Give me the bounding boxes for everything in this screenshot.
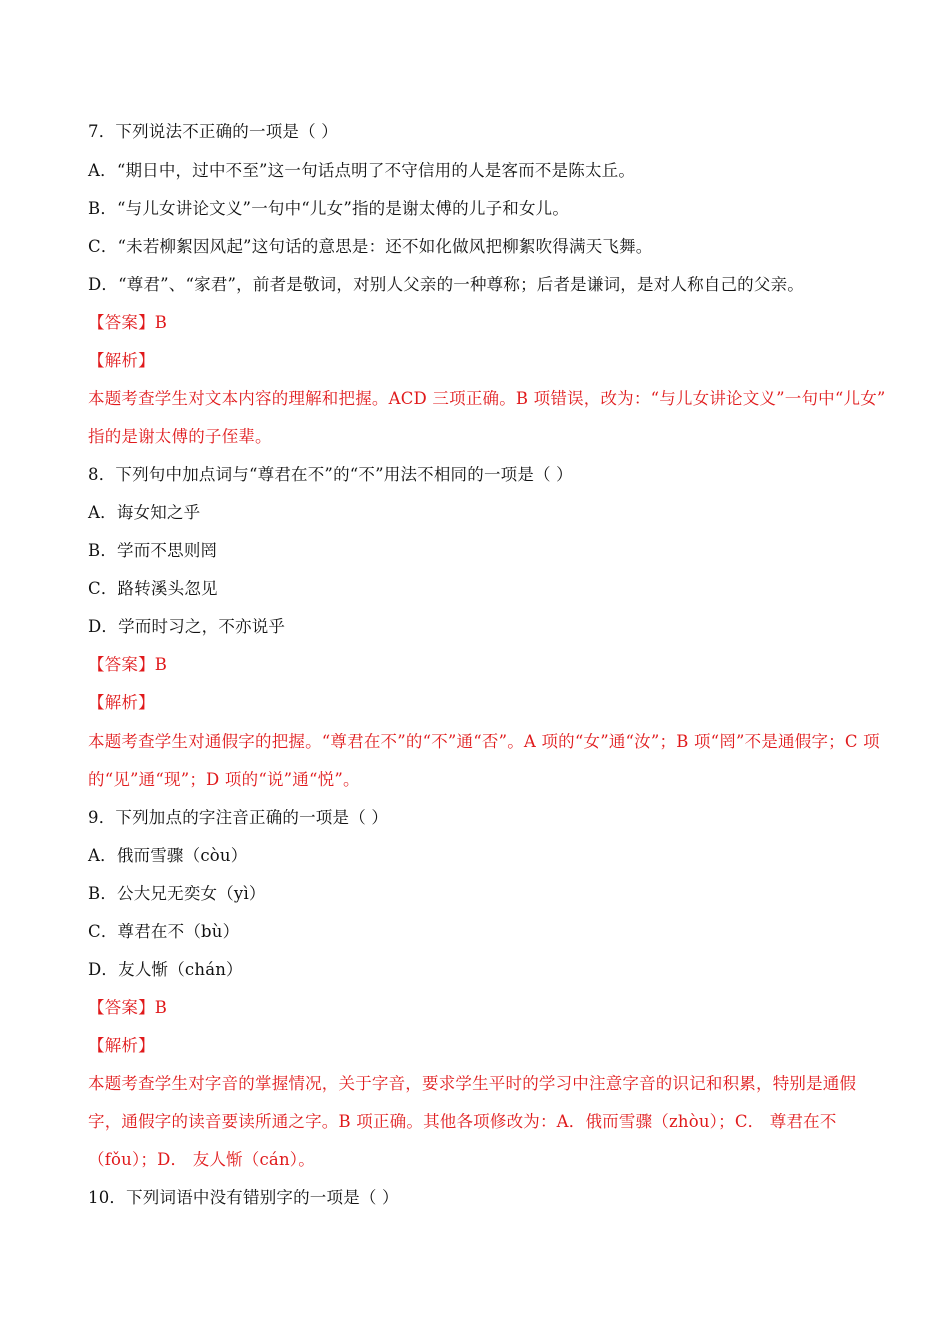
q7-option-c: C．“未若柳絮因风起”这句话的意思是：还不如化做风把柳絮吹得满天飞舞。	[88, 237, 653, 256]
q8-option-a: A．诲女知之乎	[88, 503, 201, 522]
q9-analysis-line-1: 本题考查学生对字音的掌握情况，关于字音，要求学生平时的学习中注意字音的识记和积累，特别是通假	[88, 1074, 857, 1093]
q8-option-c: C．路转溪头忽见	[88, 579, 218, 598]
q7-analysis-label: 【解析】	[88, 351, 155, 370]
q8-stem: 8．下列句中加点词与“尊君在不”的“不”用法不相同的一项是（ ）	[88, 465, 573, 484]
q7-option-a: A．“期日中，过中不至”这一句话点明了不守信用的人是客而不是陈太丘。	[88, 161, 636, 180]
q9-analysis-line-3: （fǒu）；D． 友人惭（cán）。	[88, 1150, 315, 1169]
q9-option-b: B．公大兄无奕女（yì）	[88, 884, 266, 903]
q8-option-d: D．学而时习之，不亦说乎	[88, 617, 286, 636]
q9-analysis-line-2: 字，通假字的读音要读所通之字。B 项正确。其他各项修改为：A．俄而雪骤（zhòu）；C． 尊君在不	[88, 1112, 837, 1131]
q8-analysis-line-2: 的“见”通“现”；D 项的“说”通“悦”。	[88, 770, 360, 789]
q7-option-d: D．“尊君”、“家君”，前者是敬词，对别人父亲的一种尊称；后者是谦词，是对人称自己的父亲。	[88, 275, 804, 294]
q7-answer: 【答案】B	[88, 313, 168, 332]
q8-answer: 【答案】B	[88, 655, 168, 674]
q7-analysis-line-1: 本题考查学生对文本内容的理解和把握。ACD 三项正确。B 项错误，改为：“与儿女讲论文义”一句中“儿女”	[88, 389, 886, 408]
q9-option-d: D．友人惭（chán）	[88, 960, 243, 979]
q8-analysis-label: 【解析】	[88, 693, 155, 712]
q7-stem: 7．下列说法不正确的一项是（ ）	[88, 122, 338, 141]
q8-analysis-line-1: 本题考查学生对通假字的把握。“尊君在不”的“不”通“否”。A 项的“女”通“汝”；B 项“罔”不是通假字；C 项	[88, 732, 880, 751]
q10-stem: 10．下列词语中没有错别字的一项是（ ）	[88, 1188, 399, 1207]
q9-answer: 【答案】B	[88, 998, 168, 1017]
q9-option-a: A．俄而雪骤（còu）	[88, 846, 248, 865]
q8-option-b: B．学而不思则罔	[88, 541, 218, 560]
q9-option-c: C．尊君在不（bù）	[88, 922, 240, 941]
q9-analysis-label: 【解析】	[88, 1036, 155, 1055]
q7-analysis-line-2: 指的是谢太傅的子侄辈。	[88, 427, 272, 446]
q9-stem: 9．下列加点的字注音正确的一项是（ ）	[88, 808, 389, 827]
q7-option-b: B．“与儿女讲论文义”一句中“儿女”指的是谢太傅的儿子和女儿。	[88, 199, 570, 218]
